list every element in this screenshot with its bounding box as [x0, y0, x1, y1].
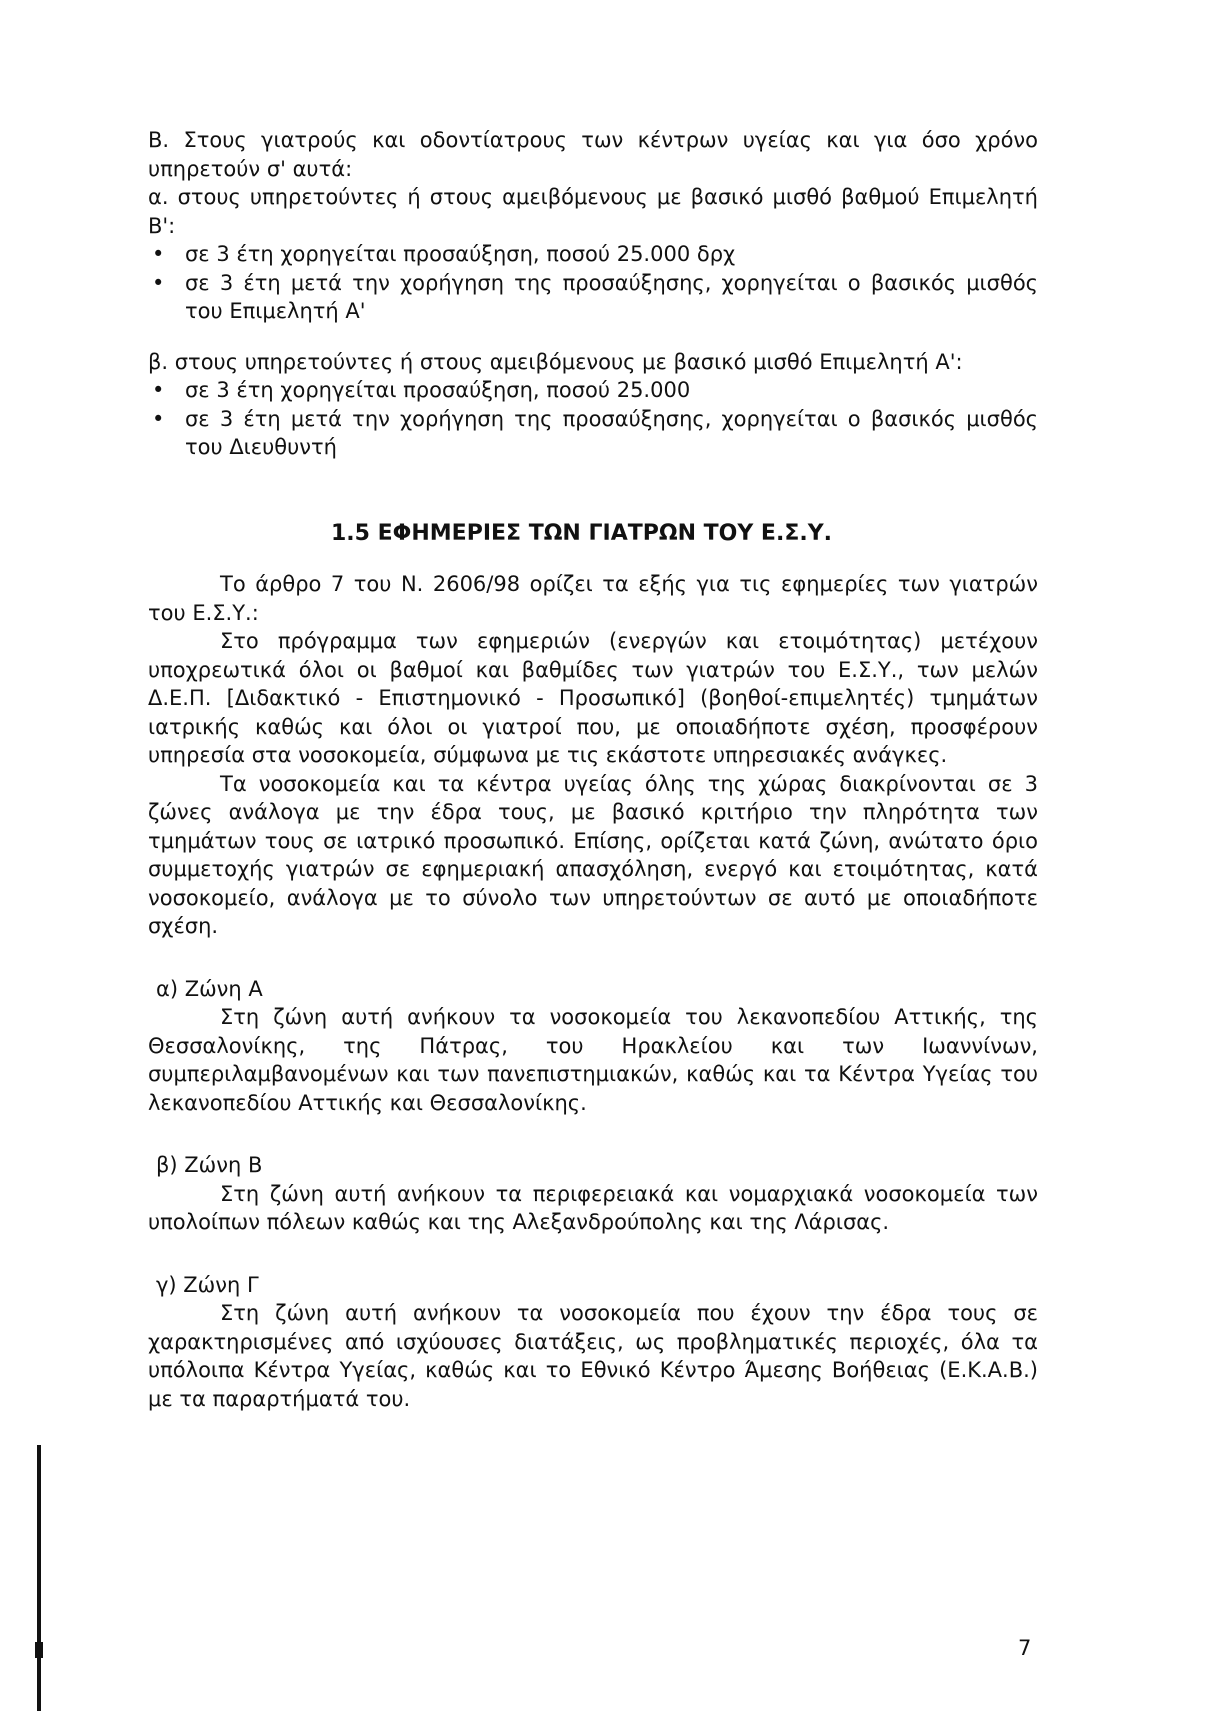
- list-item: • σε 3 έτη χορηγείται προσαύξηση, ποσού 25.000: [148, 376, 1038, 405]
- paragraph-zones: Τα νοσοκομεία και τα κέντρα υγείας όλης της χώρας διακρίνονται σε 3 ζώνες ανάλογα με την έδρα τους, με βασικό κριτήριο την πληρότητα των τμημάτων τους σε ιατρικό προσωπικό. Επίσης, ορίζεται κατά ζώνη, ανώτατο όριο συμμετοχής γιατρών σε εφημεριακή απασχόληση, ενεργό και ετοιμότητας, κατά νοσοκομείο, ανάλογα με το σύνολο των υπηρετούντων σε αυτό με οποιαδήποτε σχέση.: [148, 771, 1038, 938]
- paragraph-article-7: Το άρθρο 7 του Ν. 2606/98 ορίζει τα εξής για τις εφημερίες των γιατρών του Ε.Σ.Υ.:: [148, 572, 1038, 625]
- zone-c-text: Στη ζώνη αυτή ανήκουν τα νοσοκομεία που έχουν την έδρα τους σε χαρακτηρισμένες από ισχύουσες διατάξεις, ως προβληματικές περιοχές, όλα τα υπόλοιπα Κέντρα Υγείας, καθώς και το Εθνικό Κέντρο Άμεσης Βοήθειας (Ε.Κ.Α.Β.) με τα παραρτήματά του.: [148, 1301, 1038, 1411]
- sub-b-bullet-list: [148, 376, 1038, 462]
- document-page: [148, 126, 1038, 1413]
- list-item: • σε 3 έτη μετά την χορήγηση της προσαύξησης, χορηγείται ο βασικός μισθός του Επιμελητή Α': [148, 269, 1038, 326]
- zone-a-title: α) Ζώνη Α: [156, 976, 263, 1001]
- binding-edge-rule: [37, 1445, 41, 1711]
- list-item: • σε 3 έτη χορηγείται προσαύξηση, ποσού 25.000 δρχ: [148, 240, 1038, 269]
- section-b-sub-a: α. στους υπηρετούντες ή στους αμειβόμενους με βασικό μισθό βαθμού Επιμελητή Β':: [148, 185, 1038, 238]
- zone-b-title: β) Ζώνη Β: [156, 1153, 263, 1177]
- zone-b-text: Στη ζώνη αυτή ανήκουν τα περιφερειακά και νομαρχιακά νοσοκομεία των υπολοίπων πόλεων καθώς και της Αλεξανδρούπολης και της Λάρισας.: [148, 1181, 1038, 1234]
- zone-a-text: Στη ζώνη αυτή ανήκουν τα νοσοκομεία του λεκανοπεδίου Αττικής, της Θεσσαλονίκης, της Πάτρας, του Ηρακλείου και των Ιωαννίνων, συμπεριλαμβανομένων και των πανεπιστημιακών, καθώς και τα Κέντρα Υγείας του λεκανοπεδίου Αττικής και Θεσσαλονίκης.: [148, 1005, 1038, 1115]
- section-heading: 1.5 ΕΦΗΜΕΡΙΕΣ ΤΩΝ ΓΙΑΤΡΩΝ ΤΟΥ Ε.Σ.Υ.: [331, 520, 832, 546]
- section-b-intro: Β. Στους γιατρούς και οδοντίατρους των κέντρων υγείας και για όσο χρόνο υπηρετούν σ' αυτά:: [148, 128, 1038, 181]
- binding-edge-mark: [35, 1642, 43, 1658]
- sub-a-bullet-list: [148, 240, 1038, 326]
- paragraph-duty-program: Στο πρόγραμμα των εφημεριών (ενεργών και ετοιμότητας) μετέχουν υποχρεωτικά όλοι οι βαθμοί και βαθμίδες των γιατρών του Ε.Σ.Υ., των μελών Δ.Ε.Π. [Διδακτικό - Επιστημονικό - Προσωπικό] (βοηθοί-επιμελητές) τμημάτων ιατρικής καθώς και όλοι οι γιατροί που, με οποιαδήποτε σχέση, προσφέρουν υπηρεσία στα νοσοκομεία, σύμφωνα με τις εκάστοτε υπηρεσιακές ανάγκες.: [148, 629, 1038, 767]
- page-number: 7: [1018, 1636, 1032, 1660]
- zone-c-title: γ) Ζώνη Γ: [156, 1272, 259, 1297]
- section-b-sub-b: β. στους υπηρετούντες ή στους αμειβόμενους με βασικό μισθό Επιμελητή Α':: [148, 349, 963, 374]
- list-item: • σε 3 έτη μετά την χορήγηση της προσαύξησης, χορηγείται ο βασικός μισθός του Διευθυντή: [148, 405, 1038, 462]
